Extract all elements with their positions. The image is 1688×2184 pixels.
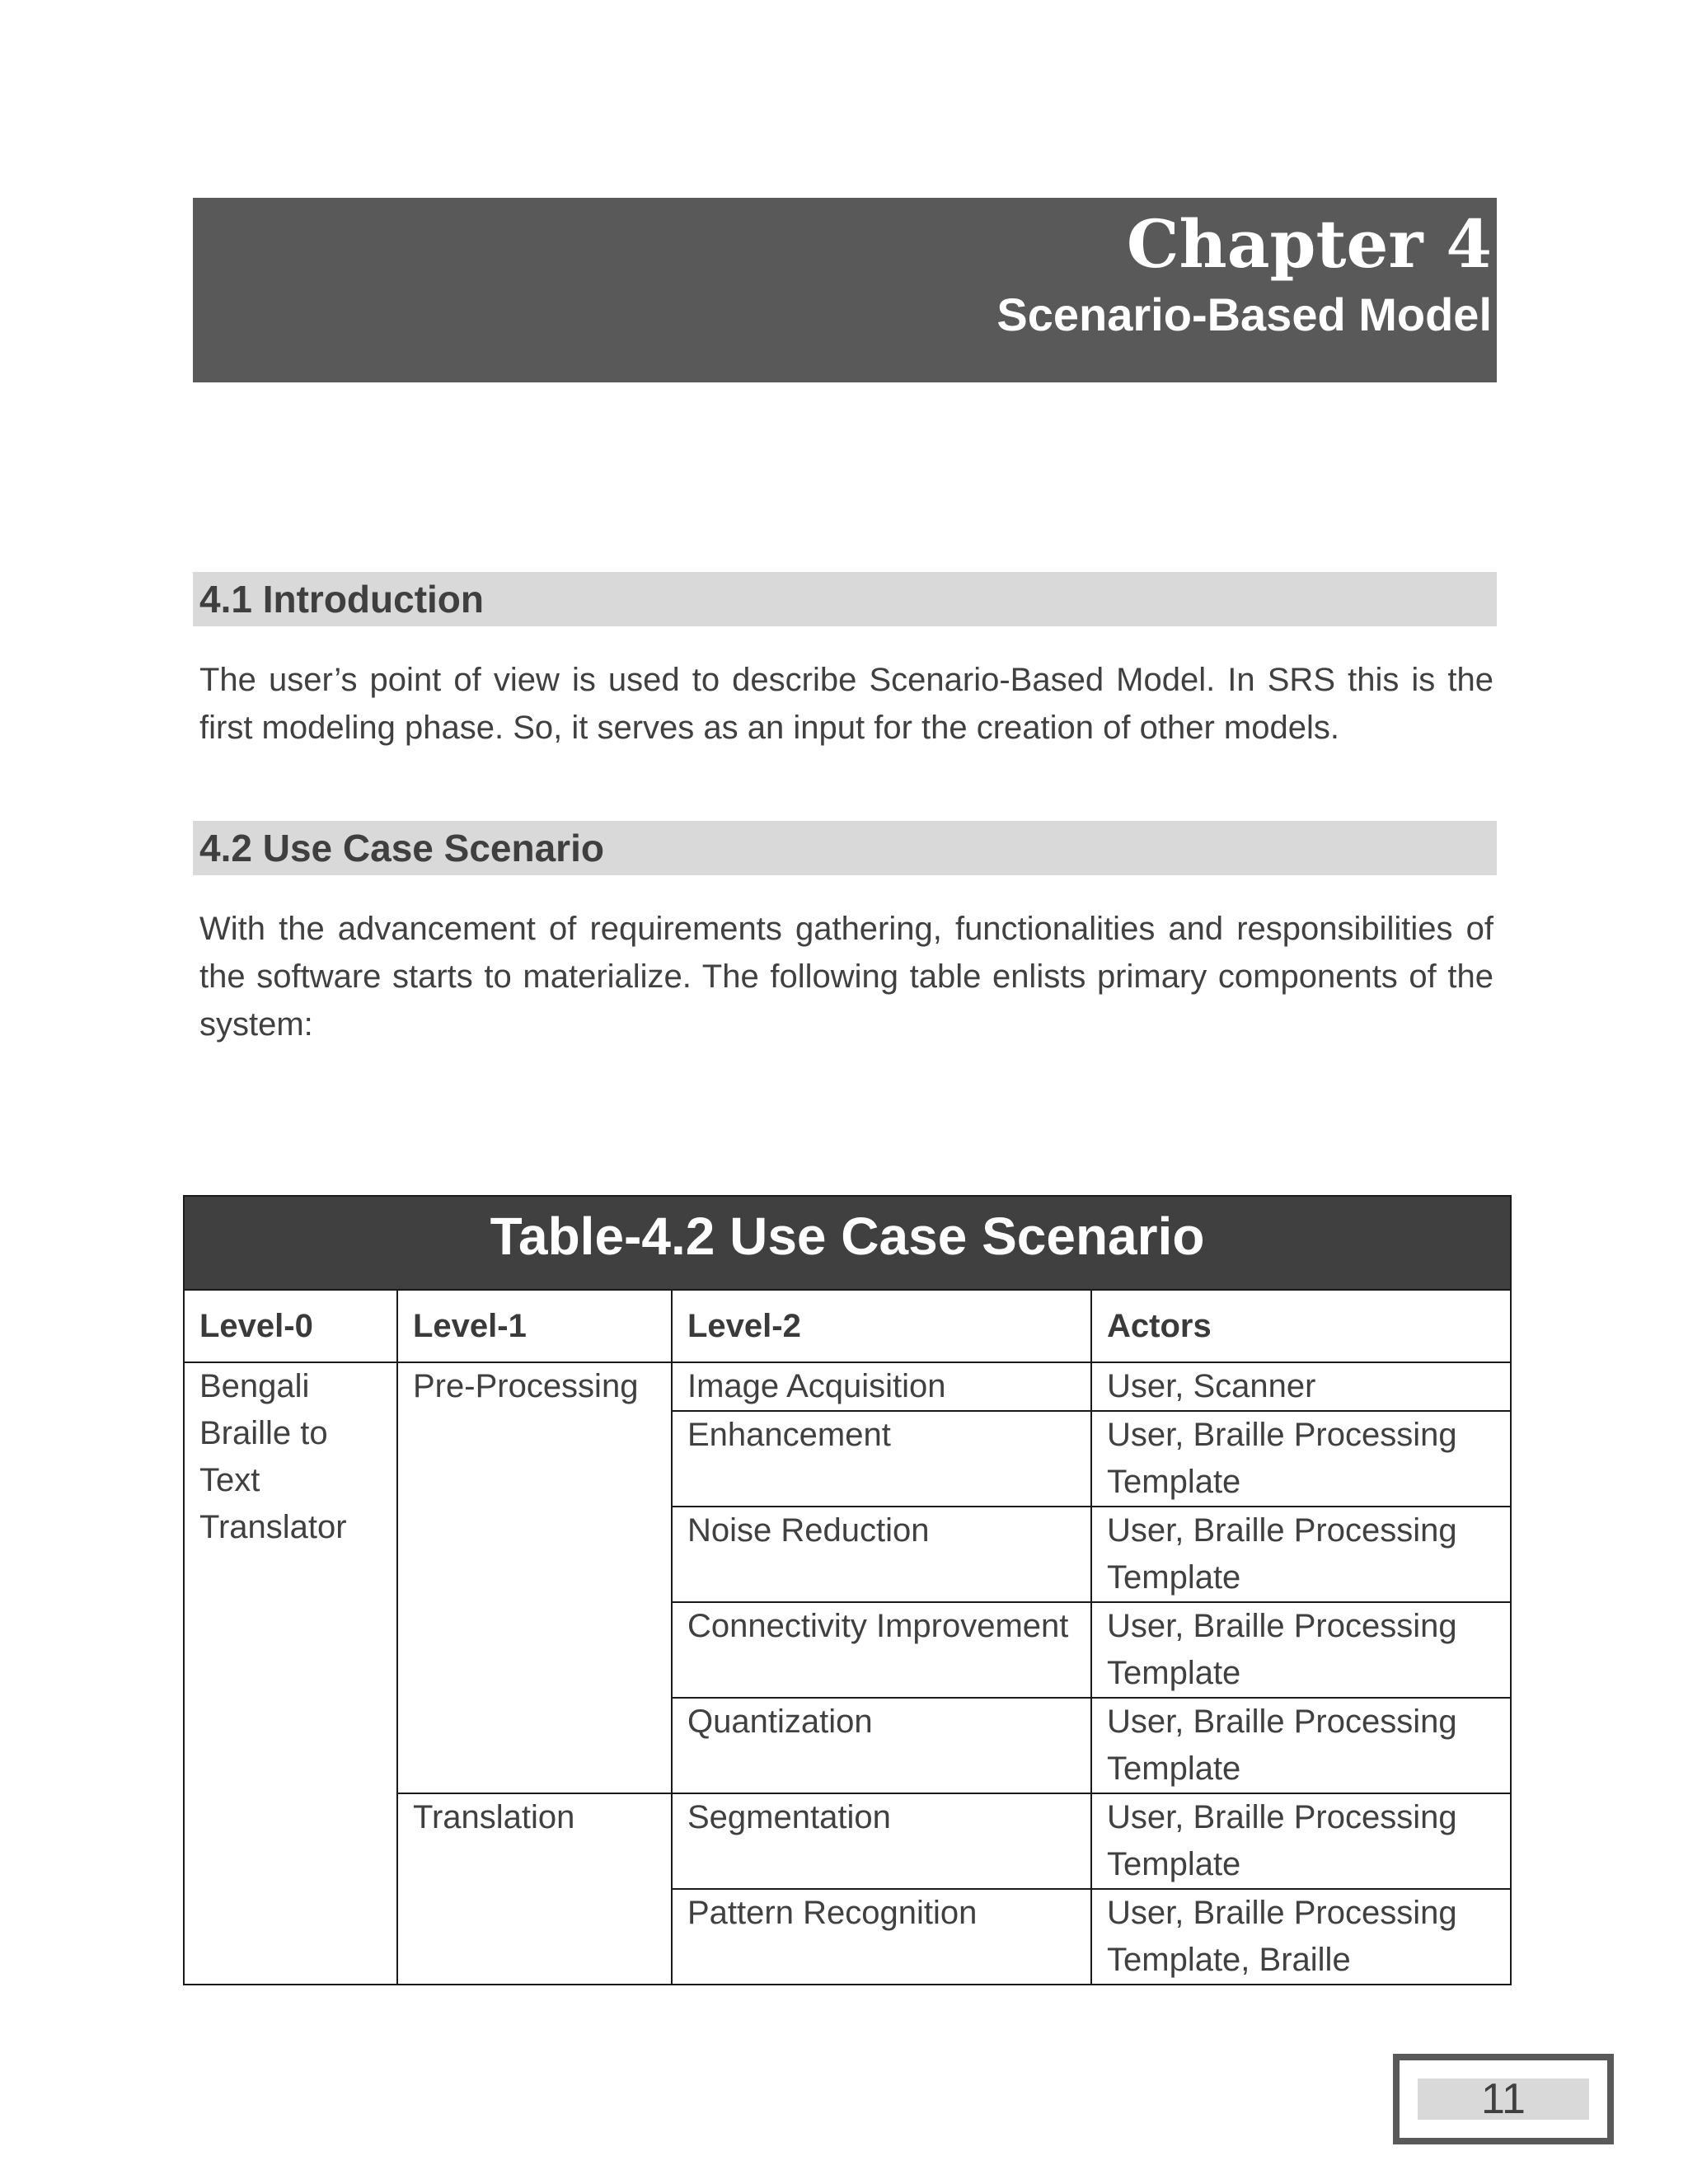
actors-cell: User, Braille Processing Template, Braille: [1091, 1889, 1511, 1985]
section-heading-text: 4.2 Use Case Scenario: [199, 827, 604, 869]
level-2-cell: Image Acquisition: [672, 1362, 1091, 1411]
column-header-level-0: Level-0: [184, 1290, 397, 1362]
actors-cell: User, Scanner: [1091, 1362, 1511, 1411]
level-2-cell: Enhancement: [672, 1411, 1091, 1507]
chapter-banner: [193, 198, 1497, 382]
column-header-actors: Actors: [1091, 1290, 1511, 1362]
chapter-subtitle: Scenario-Based Model: [996, 288, 1492, 340]
use-case-paragraph: With the advancement of requirements gathering, functionalities and responsibilities of the software starts to materialize. The following table enlists primary components of the system:: [199, 911, 1493, 1043]
use-case-table: [183, 1195, 1512, 1985]
actors-cell: User, Braille Processing Template: [1091, 1793, 1511, 1889]
level-2-cell: Noise Reduction: [672, 1507, 1091, 1602]
page-number: 11: [1418, 2079, 1589, 2120]
column-header-level-1: Level-1: [397, 1290, 672, 1362]
actors-cell: User, Braille Processing Template: [1091, 1411, 1511, 1507]
level-2-cell: Connectivity Improvement: [672, 1602, 1091, 1698]
level-2-cell: Pattern Recognition: [672, 1889, 1091, 1985]
actors-cell: User, Braille Processing Template: [1091, 1507, 1511, 1602]
table-caption-row: [184, 1196, 1511, 1290]
level-2-cell: Quantization: [672, 1698, 1091, 1793]
section-heading-text: 4.1 Introduction: [199, 578, 484, 621]
level-1-cell: Pre-Processing: [397, 1362, 672, 1793]
chapter-title: Chapter 4: [1126, 205, 1492, 283]
level-2-cell: Segmentation: [672, 1793, 1091, 1889]
actors-cell: User, Braille Processing Template: [1091, 1602, 1511, 1698]
section-heading-use-case-scenario: [193, 821, 1497, 875]
actors-cell: User, Braille Processing Template: [1091, 1698, 1511, 1793]
level-0-cell: Bengali Braille to Text Translator: [184, 1362, 397, 1985]
level-1-cell: Translation: [397, 1793, 672, 1985]
introduction-paragraph: The user’s point of view is used to describe Scenario-Based Model. In SRS this is the first modeling phase. So, it serves as an input for the creation of other models.: [199, 662, 1493, 746]
page-number-box: [1393, 2054, 1614, 2144]
table-row: [184, 1362, 1511, 1411]
column-header-level-2: Level-2: [672, 1290, 1091, 1362]
section-heading-introduction: [193, 572, 1497, 626]
table-header-row: [184, 1290, 1511, 1362]
table-caption: Table-4.2 Use Case Scenario: [184, 1196, 1511, 1290]
